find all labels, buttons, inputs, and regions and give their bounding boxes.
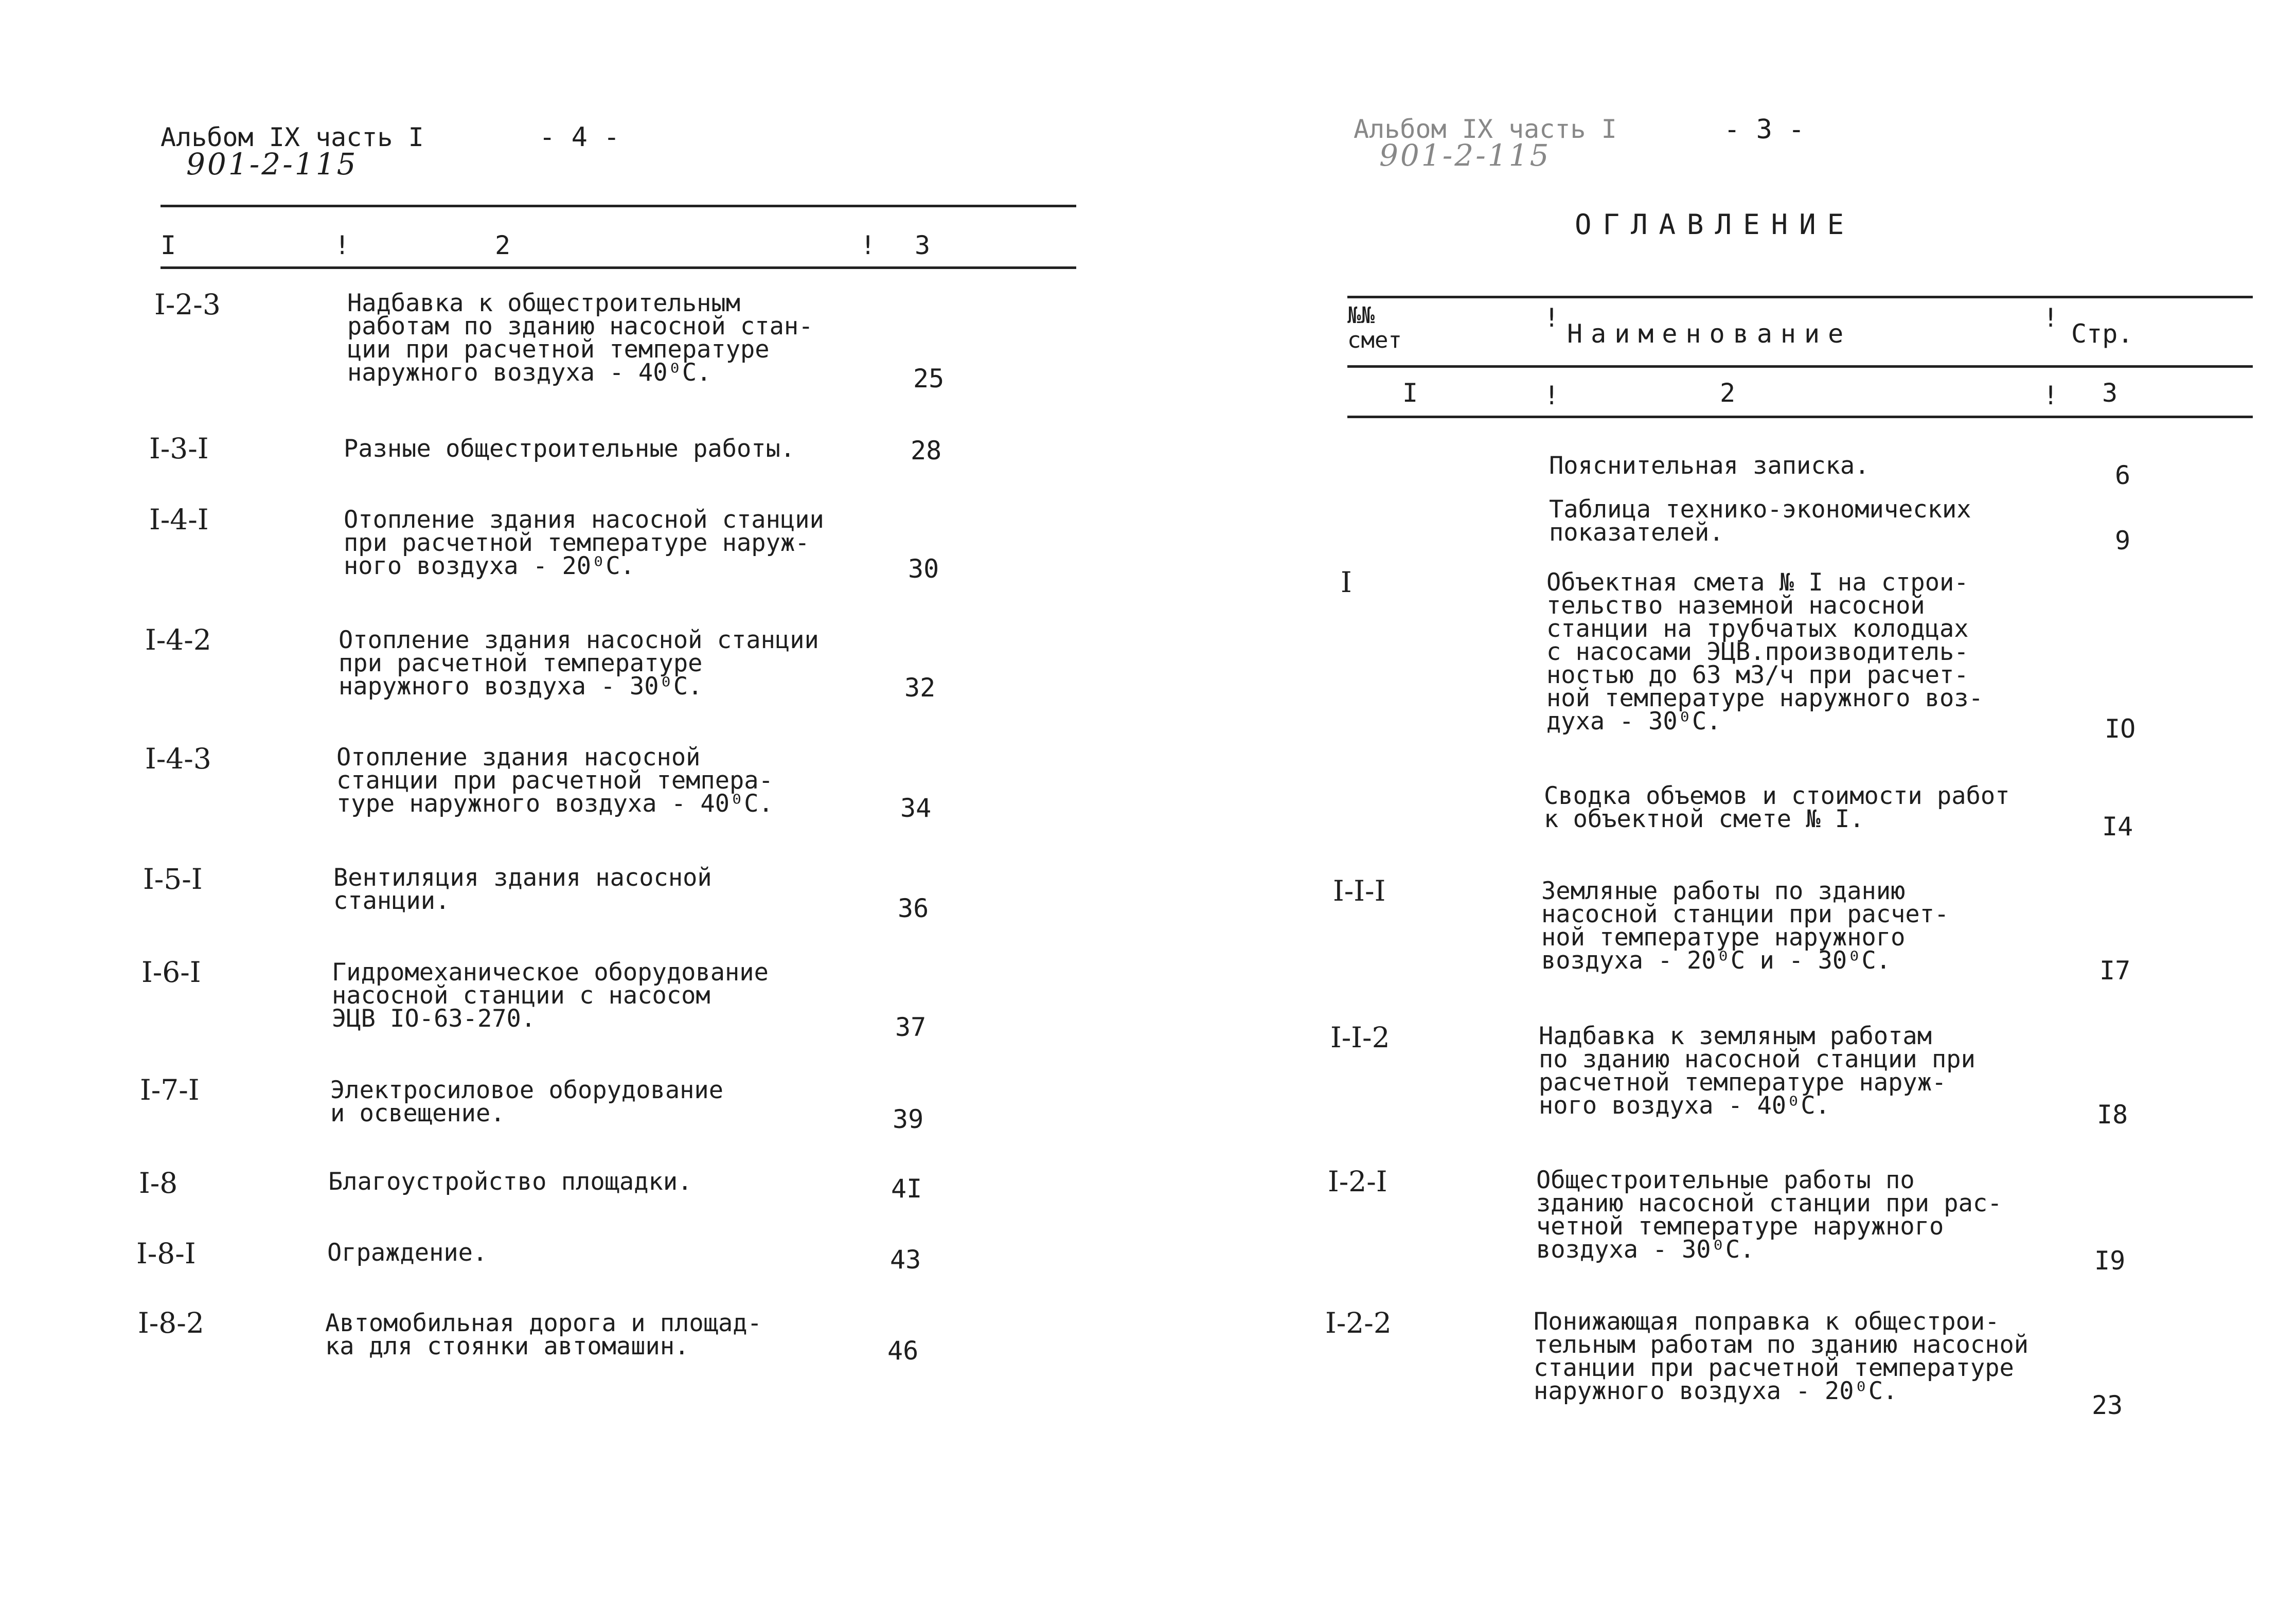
column-number-1: I <box>1402 378 1418 408</box>
column-separator: ! <box>860 230 876 260</box>
page-ref: I9 <box>2094 1246 2126 1276</box>
page-ref: 25 <box>913 364 945 393</box>
estimate-title: Отопление здания насосной станции при расчетной темпера- туре наружного воздуха - 40⁰С. <box>336 743 773 818</box>
table-header-rule <box>161 266 1076 269</box>
estimate-title: Понижающая поправка к общестрои- тельным работам по зданию насосной станции при расчетной температуре наружного воздуха - 20⁰С. <box>1534 1308 2029 1405</box>
estimate-code: I-4-I <box>149 503 209 536</box>
estimate-title: Автомобильная дорога и площад- ка для стоянки автомашин. <box>325 1309 762 1361</box>
page-ref: I7 <box>2099 956 2131 986</box>
estimate-code: I-2-3 <box>154 288 221 321</box>
estimate-title: Надбавка к общестроительным работам по зданию насосной стан- ции при расчетной температуре наружного воздуха - 40⁰С. <box>347 289 813 387</box>
page-ref: 32 <box>904 673 936 703</box>
estimate-code: I <box>1341 566 1352 599</box>
column-separator: ! <box>2043 303 2059 333</box>
estimate-code: I-I-I <box>1333 874 1386 907</box>
page-column-header: Стр. <box>2071 319 2133 349</box>
page-ref: 37 <box>895 1012 927 1042</box>
estimate-title: Благоустройство площадки. <box>328 1168 692 1196</box>
page-ref: 34 <box>900 793 932 823</box>
page-ref: 23 <box>2092 1390 2123 1420</box>
page-ref: 46 <box>887 1336 919 1366</box>
column-separator: ! <box>2043 381 2059 410</box>
estimate-number-header: №№ смет <box>1347 302 1402 353</box>
estimate-code: I-8 <box>139 1167 178 1200</box>
page-ref: 28 <box>911 436 942 466</box>
column-separator: ! <box>1544 381 1560 410</box>
estimate-code: I-5-I <box>143 863 203 896</box>
page-ref: 9 <box>2115 526 2131 556</box>
estimate-code: I-I-2 <box>1330 1021 1390 1054</box>
page-title: ОГЛАВЛЕНИЕ <box>1575 208 1856 241</box>
column-separator: ! <box>1544 303 1560 333</box>
page-ref: 36 <box>898 893 929 923</box>
column-number-3: 3 <box>915 230 931 260</box>
table-subheader-rule <box>1347 416 2253 418</box>
estimate-code: I-3-I <box>149 432 209 465</box>
estimate-code: I-2-I <box>1328 1165 1387 1198</box>
estimate-code: I-2-2 <box>1325 1306 1392 1339</box>
estimate-title: Объектная смета № I на строи- тельство наземной насосной станции на трубчатых колодцах с насосами ЭЦВ.производитель- ностью до 63 м3/ч при расчет- ной температуре наружного воз- духа - 30⁰С. <box>1546 568 1983 736</box>
estimate-code: I-8-2 <box>138 1306 204 1339</box>
column-number-3: 3 <box>2102 378 2118 408</box>
estimate-title: Вентиляция здания насосной станции. <box>333 864 712 915</box>
table-top-rule <box>1347 296 2253 298</box>
right-page <box>1148 0 2296 1611</box>
estimate-title: Разные общестроительные работы. <box>344 435 795 463</box>
table-top-rule <box>161 205 1076 207</box>
estimate-title: Электросиловое оборудование и освещение. <box>330 1076 724 1127</box>
estimate-title: Ограждение. <box>327 1239 488 1267</box>
page-ref: 43 <box>890 1245 921 1275</box>
page-number: - 3 - <box>1724 114 1805 145</box>
document-code: 901-2-115 <box>1379 138 1551 173</box>
estimate-title: Отопление здания насосной станции при расчетной температуре наружного воздуха - 30⁰С. <box>339 626 819 701</box>
column-number-1: I <box>161 230 176 260</box>
album-header: Альбом IX часть I <box>161 122 424 152</box>
page-ref: I8 <box>2097 1100 2128 1130</box>
estimate-title: Гидромеханическое оборудование насосной станции с насосом ЭЦВ IO-63-270. <box>332 958 769 1033</box>
name-column-header: Наименование <box>1567 319 1852 349</box>
page-ref: 4I <box>891 1174 922 1204</box>
page-ref: 6 <box>2115 460 2131 490</box>
page-ref: I4 <box>2102 812 2133 842</box>
document-code: 901-2-115 <box>186 147 358 182</box>
estimate-code: I-8-I <box>136 1237 196 1270</box>
page-ref: 39 <box>893 1104 924 1134</box>
estimate-code: I-4-2 <box>145 623 211 656</box>
page-number: - 4 - <box>539 122 620 153</box>
estimate-title: Сводка объемов и стоимости работ к объектной смете № I. <box>1544 782 2010 833</box>
column-separator: ! <box>334 230 350 260</box>
estimate-code: I-6-I <box>141 956 201 989</box>
column-number-2: 2 <box>495 230 511 260</box>
page-ref: IO <box>2105 714 2136 744</box>
estimate-title: Общестроительные работы по зданию насосной станции при рас- четной температуре наружного воздуха - 30⁰С. <box>1536 1166 2002 1264</box>
page-ref: 30 <box>908 554 939 584</box>
table-header-rule <box>1347 365 2253 368</box>
estimate-title: Отопление здания насосной станции при расчетной температуре наруж- ного воздуха - 20⁰С. <box>344 506 824 580</box>
estimate-title: Надбавка к земляным работам по зданию насосной станции при расчетной температуре наруж- ного воздуха - 40⁰С. <box>1539 1022 1975 1120</box>
estimate-title: Земляные работы по зданию насосной станции при расчет- ной температуре наружного воздуха - 20⁰С и - 30⁰С. <box>1541 877 1949 975</box>
estimate-title: Таблица технико-экономических показателей. <box>1549 495 1971 547</box>
estimate-title: Пояснительная записка. <box>1549 452 1870 480</box>
column-number-2: 2 <box>1720 378 1736 408</box>
estimate-code: I-4-3 <box>145 742 211 775</box>
estimate-code: I-7-I <box>140 1073 200 1106</box>
album-header: Альбом IX часть I <box>1354 114 1617 144</box>
